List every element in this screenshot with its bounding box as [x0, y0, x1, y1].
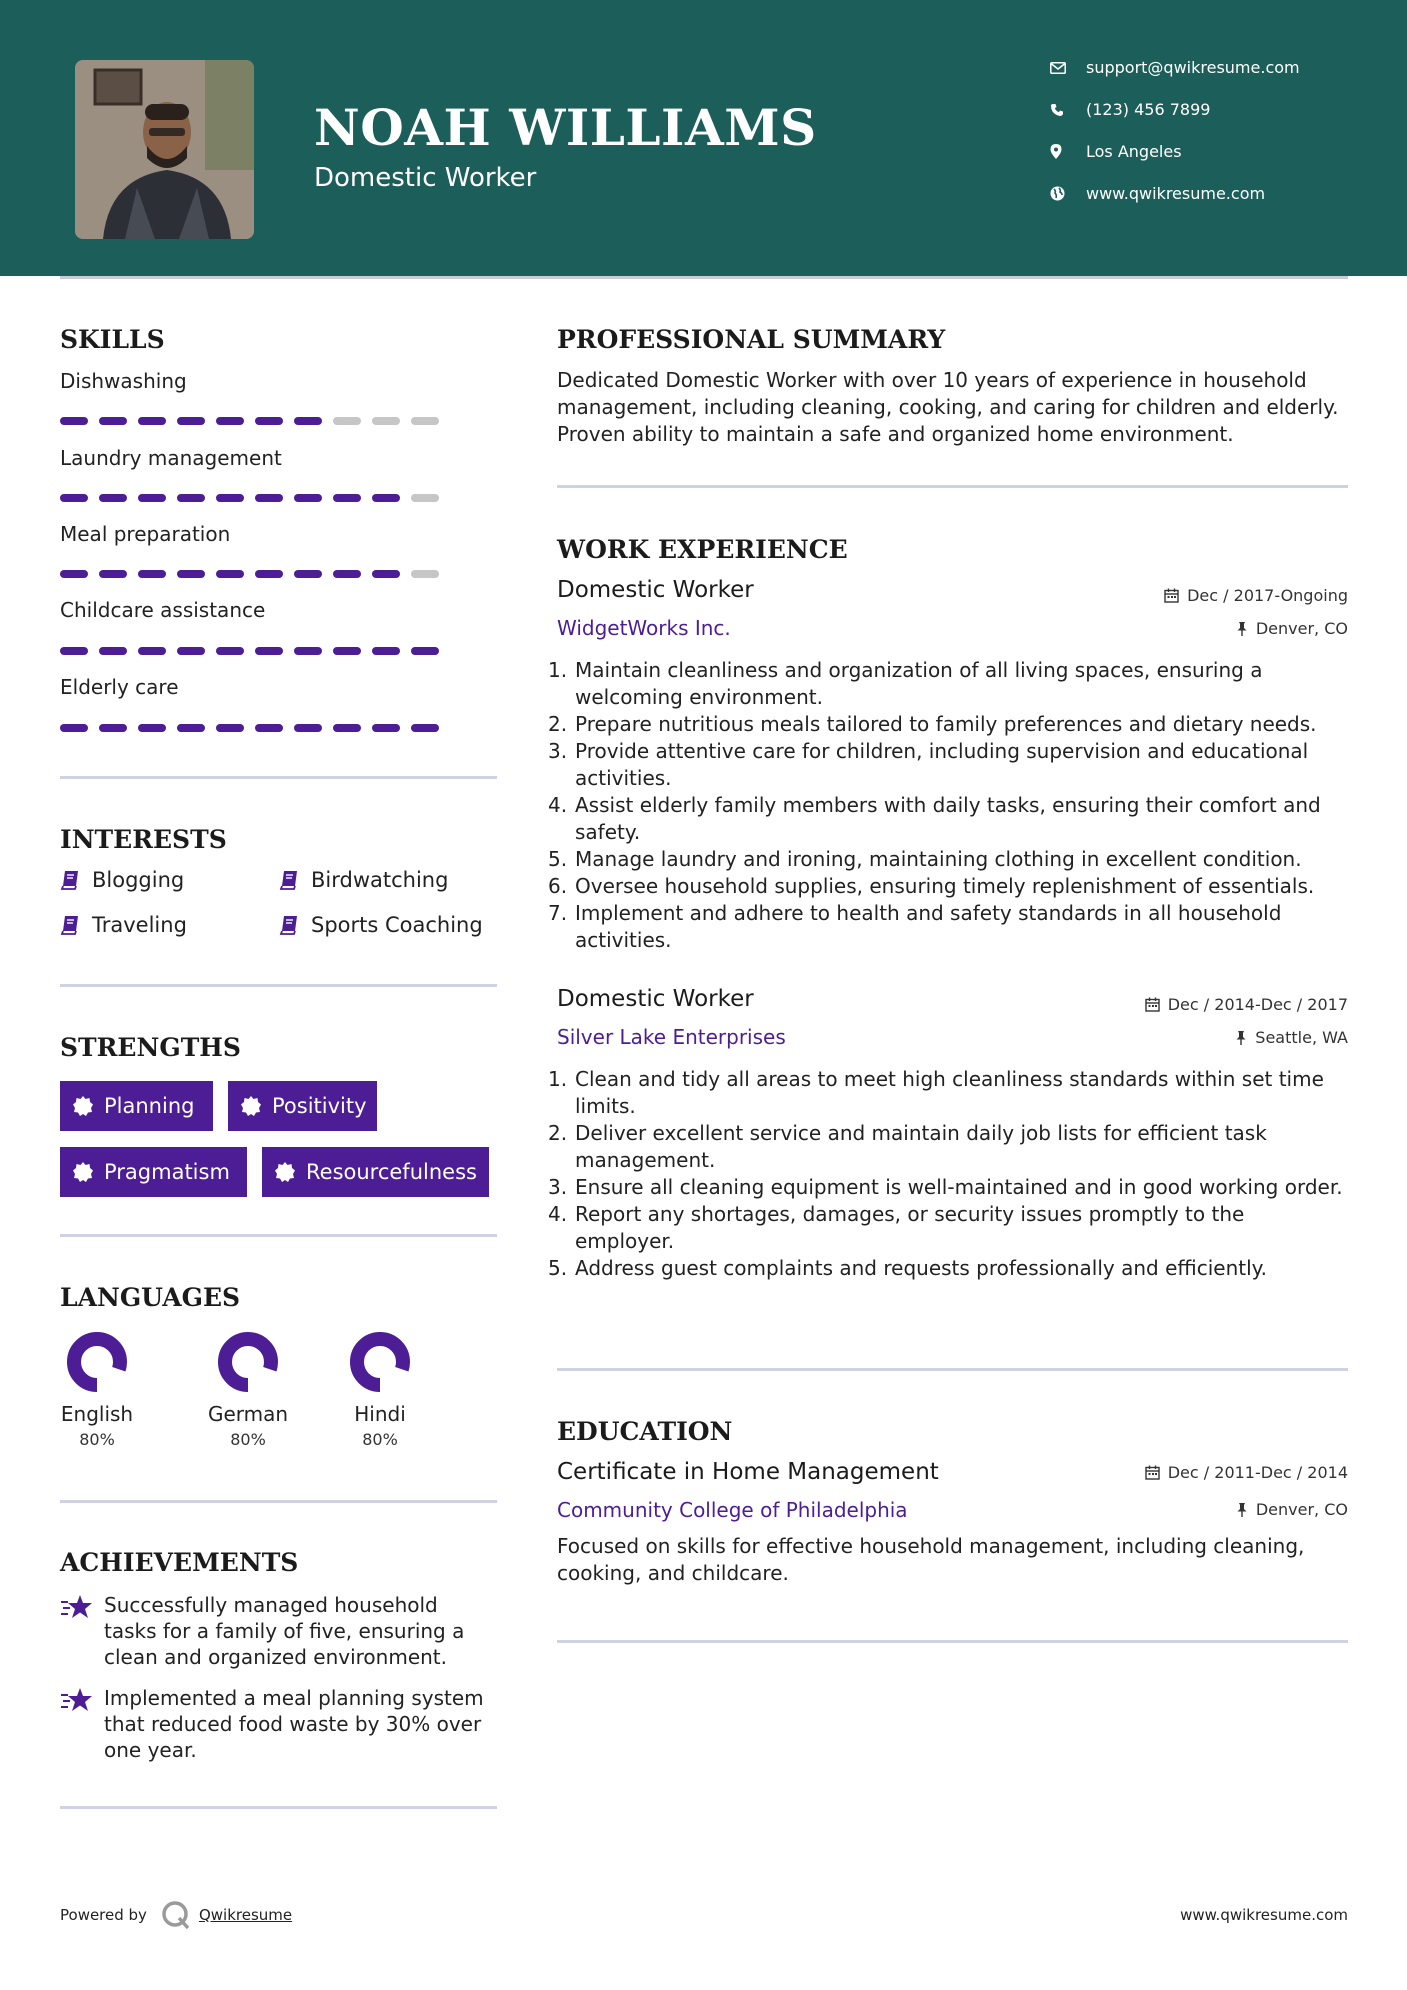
candidate-role: Domestic Worker — [314, 163, 537, 193]
education-title: EDUCATION — [557, 1417, 733, 1446]
interests-title: INTERESTS — [60, 825, 227, 854]
resume-header — [0, 0, 1407, 276]
skill-dot — [138, 570, 166, 578]
language-progress-arc — [357, 1339, 403, 1385]
list-item: 4. Assist elderly family members with daily tasks, ensuring their comfort and safety. — [548, 793, 1321, 844]
skill-dot — [294, 647, 322, 655]
skill-dot — [216, 724, 244, 732]
language-progress-ring — [348, 1330, 412, 1394]
education-description: Focused on skills for effective household management, including cleaning, cooking, and childcare. — [557, 1534, 1305, 1585]
skill-dot — [411, 647, 439, 655]
skill-dot — [255, 570, 283, 578]
skill-dot — [177, 724, 205, 732]
contact-location: Los Angeles — [1050, 142, 1380, 161]
skill-name: Childcare assistance — [60, 598, 266, 622]
phone-icon — [1050, 103, 1086, 117]
education-location: Denver, CO — [1236, 1500, 1348, 1519]
skill-dot — [99, 417, 127, 425]
strength-chip: Positivity — [228, 1081, 377, 1131]
book-icon — [279, 915, 299, 935]
pin-icon — [1236, 621, 1248, 636]
skill-rating — [60, 724, 439, 732]
skill-dot — [99, 494, 127, 502]
job-location: Denver, CO — [1236, 619, 1348, 638]
list-item: 3. Ensure all cleaning equipment is well-maintained and in good working order. — [548, 1175, 1343, 1199]
skill-name: Elderly care — [60, 675, 179, 699]
job-title: Domestic Worker — [557, 577, 754, 603]
envelope-icon — [1050, 62, 1086, 74]
skill-dot — [411, 570, 439, 578]
list-item: 4. Report any shortages, damages, or security issues promptly to the employer. — [548, 1202, 1245, 1253]
skill-dot — [216, 494, 244, 502]
pin-icon — [1236, 1502, 1248, 1517]
list-item: 3. Provide attentive care for children, including supervision and educational activities. — [548, 739, 1309, 790]
list-item: 1. Maintain cleanliness and organization of all living spaces, ensuring a welcoming environment. — [548, 658, 1263, 709]
skill-dot — [138, 724, 166, 732]
section-divider — [557, 1368, 1348, 1371]
section-divider — [60, 1500, 497, 1503]
strength-chip: Planning — [60, 1081, 213, 1131]
achievement-item: Successfully managed household tasks for a family of five, ensuring a clean and organized environment. — [60, 1592, 500, 1670]
language-item: Hindi 80% — [325, 1330, 435, 1449]
calendar-icon — [1145, 1465, 1160, 1480]
badge-icon — [72, 1095, 94, 1117]
language-progress-arc — [74, 1339, 120, 1385]
languages-title: LANGUAGES — [60, 1283, 241, 1312]
skill-dot — [60, 724, 88, 732]
skill-dot — [294, 494, 322, 502]
list-item: 5. Manage laundry and ironing, maintaining clothing in excellent condition. — [548, 847, 1302, 871]
contact-phone[interactable]: (123) 456 7899 — [1050, 100, 1380, 119]
skill-dot — [255, 494, 283, 502]
skill-dot — [333, 647, 361, 655]
skill-dot — [60, 417, 88, 425]
book-icon — [60, 870, 80, 890]
profile-photo — [75, 60, 254, 239]
skill-dot — [372, 417, 400, 425]
skill-dot — [177, 417, 205, 425]
skill-dot — [99, 647, 127, 655]
skill-dot — [216, 417, 244, 425]
skill-dot — [372, 724, 400, 732]
language-item: German 80% — [193, 1330, 303, 1449]
skill-dot — [333, 724, 361, 732]
skill-dot — [216, 570, 244, 578]
skill-dot — [138, 417, 166, 425]
achievement-item: Implemented a meal planning system that reduced food waste by 30% over one year. — [60, 1685, 500, 1763]
skill-dot — [255, 647, 283, 655]
skill-dot — [177, 647, 205, 655]
job-responsibilities — [548, 1066, 1348, 1282]
header-divider — [60, 276, 1348, 279]
skill-dot — [99, 724, 127, 732]
skill-dot — [411, 417, 439, 425]
star-icon — [60, 1685, 104, 1763]
skill-dot — [333, 570, 361, 578]
skill-dot — [294, 570, 322, 578]
qwikresume-logo-icon — [161, 1900, 191, 1930]
section-divider — [60, 1806, 497, 1809]
list-item: 6. Oversee household supplies, ensuring timely replenishment of essentials. — [548, 874, 1315, 898]
skill-dot — [99, 570, 127, 578]
skill-dot — [372, 647, 400, 655]
skill-dot — [294, 724, 322, 732]
strength-chip: Resourcefulness — [262, 1147, 489, 1197]
list-item: 2. Prepare nutritious meals tailored to family preferences and dietary needs. — [548, 712, 1317, 736]
strengths-title: STRENGTHS — [60, 1033, 241, 1062]
language-progress-ring — [65, 1330, 129, 1394]
skill-rating — [60, 647, 439, 655]
skills-title: SKILLS — [60, 325, 165, 354]
summary-text: Dedicated Domestic Worker with over 10 years of experience in household management, including cleaning, cooking, and caring for children and elderly. Proven ability to maintain a safe and organized home environment. — [557, 368, 1339, 446]
qwikresume-link[interactable]: Qwikresume — [198, 1906, 293, 1924]
language-item: English 80% — [42, 1330, 152, 1449]
company-name: WidgetWorks Inc. — [557, 616, 731, 640]
list-item: 7. Implement and adhere to health and safety standards in all household activities. — [548, 901, 1282, 952]
pin-icon — [1235, 1030, 1247, 1045]
skill-name: Dishwashing — [60, 369, 187, 393]
skill-dot — [177, 570, 205, 578]
badge-icon — [240, 1095, 262, 1117]
skill-dot — [372, 494, 400, 502]
list-item: 2. Deliver excellent service and maintain daily job lists for efficient task management. — [548, 1121, 1267, 1172]
globe-icon — [1050, 186, 1086, 201]
skill-dot — [177, 494, 205, 502]
candidate-name: NOAH WILLIAMS — [314, 98, 817, 157]
skill-rating — [60, 494, 439, 502]
section-divider — [60, 984, 497, 987]
degree-title: Certificate in Home Management — [557, 1459, 939, 1485]
skill-name: Laundry management — [60, 446, 282, 470]
skill-dot — [60, 570, 88, 578]
company-name: Silver Lake Enterprises — [557, 1025, 786, 1049]
section-divider — [557, 1640, 1348, 1643]
star-icon — [60, 1592, 104, 1670]
skill-dot — [138, 494, 166, 502]
footer-powered-by: Powered by Qwikresume — [60, 1900, 292, 1930]
map-pin-icon — [1050, 144, 1086, 159]
skill-dot — [333, 494, 361, 502]
job-title: Domestic Worker — [557, 986, 754, 1012]
achievements-title: ACHIEVEMENTS — [60, 1548, 299, 1577]
school-name: Community College of Philadelphia — [557, 1498, 908, 1522]
skill-dot — [294, 417, 322, 425]
skill-dot — [60, 494, 88, 502]
skill-dot — [372, 570, 400, 578]
skill-dot — [333, 417, 361, 425]
education-dates: Dec / 2011-Dec / 2014 — [1145, 1463, 1348, 1482]
interest-item: Blogging — [60, 868, 184, 892]
list-item: 5. Address guest complaints and requests professionally and efficiently. — [548, 1256, 1267, 1280]
language-progress-arc — [225, 1339, 271, 1385]
skill-dot — [138, 647, 166, 655]
strength-chip: Pragmatism — [60, 1147, 247, 1197]
experience-title: WORK EXPERIENCE — [557, 535, 848, 564]
skill-rating — [60, 570, 439, 578]
language-progress-ring — [216, 1330, 280, 1394]
badge-icon — [72, 1161, 94, 1183]
skill-dot — [60, 647, 88, 655]
skill-dot — [255, 417, 283, 425]
badge-icon — [274, 1161, 296, 1183]
section-divider — [60, 776, 497, 779]
calendar-icon — [1145, 997, 1160, 1012]
skill-rating — [60, 417, 439, 425]
section-divider — [60, 1234, 497, 1237]
skill-name: Meal preparation — [60, 522, 231, 546]
job-location: Seattle, WA — [1235, 1028, 1348, 1047]
book-icon — [279, 870, 299, 890]
section-divider — [557, 485, 1348, 488]
book-icon — [60, 915, 80, 935]
skill-dot — [255, 724, 283, 732]
skill-dot — [216, 647, 244, 655]
skill-dot — [411, 494, 439, 502]
contact-email[interactable]: support@qwikresume.com — [1050, 58, 1380, 77]
job-dates: Dec / 2014-Dec / 2017 — [1145, 995, 1348, 1014]
contact-website[interactable]: www.qwikresume.com — [1050, 184, 1380, 203]
skill-dot — [411, 724, 439, 732]
job-dates: Dec / 2017-Ongoing — [1164, 586, 1348, 605]
list-item: 1. Clean and tidy all areas to meet high cleanliness standards within set time limits. — [548, 1067, 1324, 1118]
calendar-icon — [1164, 588, 1179, 603]
interest-item: Sports Coaching — [279, 913, 483, 937]
job-responsibilities — [548, 657, 1348, 954]
interest-item: Birdwatching — [279, 868, 448, 892]
interest-item: Traveling — [60, 913, 187, 937]
footer-website[interactable]: www.qwikresume.com — [1180, 1906, 1348, 1924]
summary-title: PROFESSIONAL SUMMARY — [557, 325, 946, 354]
